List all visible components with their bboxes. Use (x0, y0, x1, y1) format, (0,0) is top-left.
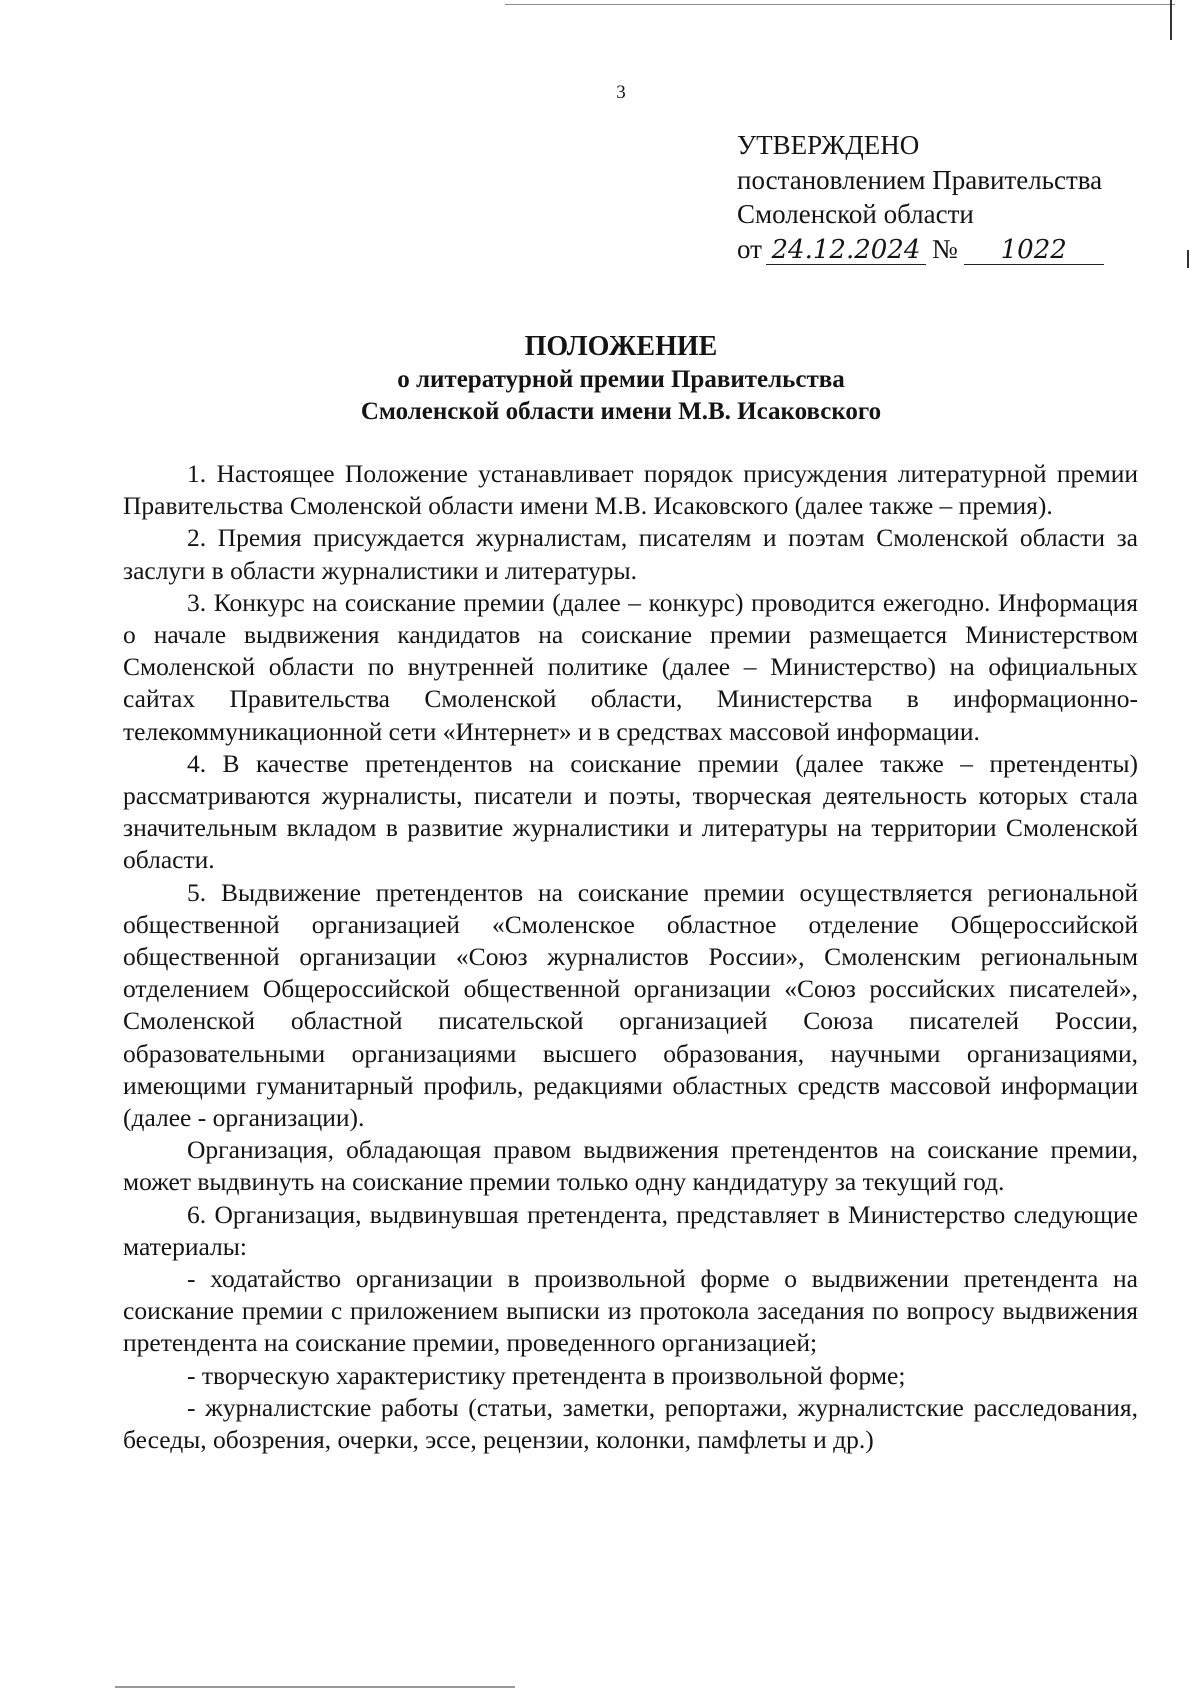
scan-artifact-right-mid (1187, 250, 1189, 268)
handwritten-number: 1022 (964, 236, 1104, 265)
approval-heading: УТВЕРЖДЕНО (737, 130, 920, 160)
number-sign: № (931, 233, 958, 264)
list-item-characteristic: - творческую характеристику претендента в произвольной форме; (187, 1360, 906, 1390)
title-sub2: Смоленской области имени М.В. Исаковского (360, 398, 882, 425)
list-item-works: - журналистские работы (статьи, заметки, репортажи, журналистские расследования, беседы, обозрения, очерки, эссе, рецензии, колонки, памфлеты и др.) (123, 1392, 1138, 1455)
scan-artifact-right (1170, 0, 1172, 40)
approval-line1: постановлением Правительства (737, 164, 1103, 195)
paragraph-1: 1. Настоящее Положение устанавливает порядок присуждения литературной премии Правительства Смоленской области имени М.В. Исаковского (далее также – премия). (123, 459, 1138, 521)
paragraph-2: 2. Премия присуждается журналистам, писателям и поэтам Смоленской области за заслуги в области журналистики и литературы. (123, 523, 1138, 585)
scan-artifact-top (505, 4, 1175, 5)
approval-block (737, 128, 1104, 266)
paragraph-3: 3. Конкурс на соискание премии (далее – конкурс) проводится ежегодно. Информация о начале выдвижения кандидатов на соискание премии размещается Министерством Смоленской области по внутренней политике (далее – Министерство) на официальных сайтах Правительства Смоленской области, Министерства в информационно-телекоммуникационной сети «Интернет» и в средствах массовой информации. (123, 587, 1138, 746)
page-number: 3 (616, 82, 626, 103)
document-title (0, 330, 1200, 428)
scan-artifact-bottom (115, 1686, 515, 1688)
handwritten-date: 24.12.2024 (766, 236, 926, 265)
paragraph-5: 5. Выдвижение претендентов на соискание премии осуществляется региональной общественной организацией «Смоленское областное отделение Общероссийской общественной организации «Союз журналистов России», Смоленским региональным отделением Общероссийской общественной организации «Союз российских писателей», Смоленской областной писательской организацией Союза писателей России, образовательными организациями высшего образования, научными организациями, имеющими гуманитарный профиль, редакциями областных средств массовой информации (далее - организации). (123, 877, 1138, 1133)
paragraph-5-note: Организация, обладающая правом выдвижения претендентов на соискание премии, может выдвинуть на соискание премии только одну кандидатуру за текущий год. (123, 1135, 1138, 1197)
list-item-petition: - ходатайство организации в произвольной форме о выдвижении претендента на соискание премии с приложением выписки из протокола заседания по вопросу выдвижения претендента на соискание премии, проведенного организацией; (123, 1264, 1138, 1358)
date-prefix: от (737, 233, 762, 264)
approval-line2: Смоленской области (737, 199, 974, 229)
document-body (123, 458, 1138, 1456)
approval-date-line (737, 232, 1104, 267)
paragraph-6: 6. Организация, выдвинувшая претендента, представляет в Министерство следующие материалы: (123, 1199, 1138, 1261)
paragraph-4: 4. В качестве претендентов на соискание премии (далее также – претенденты) рассматриваются журналисты, писатели и поэты, творческая деятельность которых стала значительным вкладом в развитие журналистики и литературы на территории Смоленской области. (123, 748, 1138, 875)
title-main: ПОЛОЖЕНИЕ (524, 331, 718, 362)
title-sub1: о литературной премии Правительства (397, 366, 845, 393)
